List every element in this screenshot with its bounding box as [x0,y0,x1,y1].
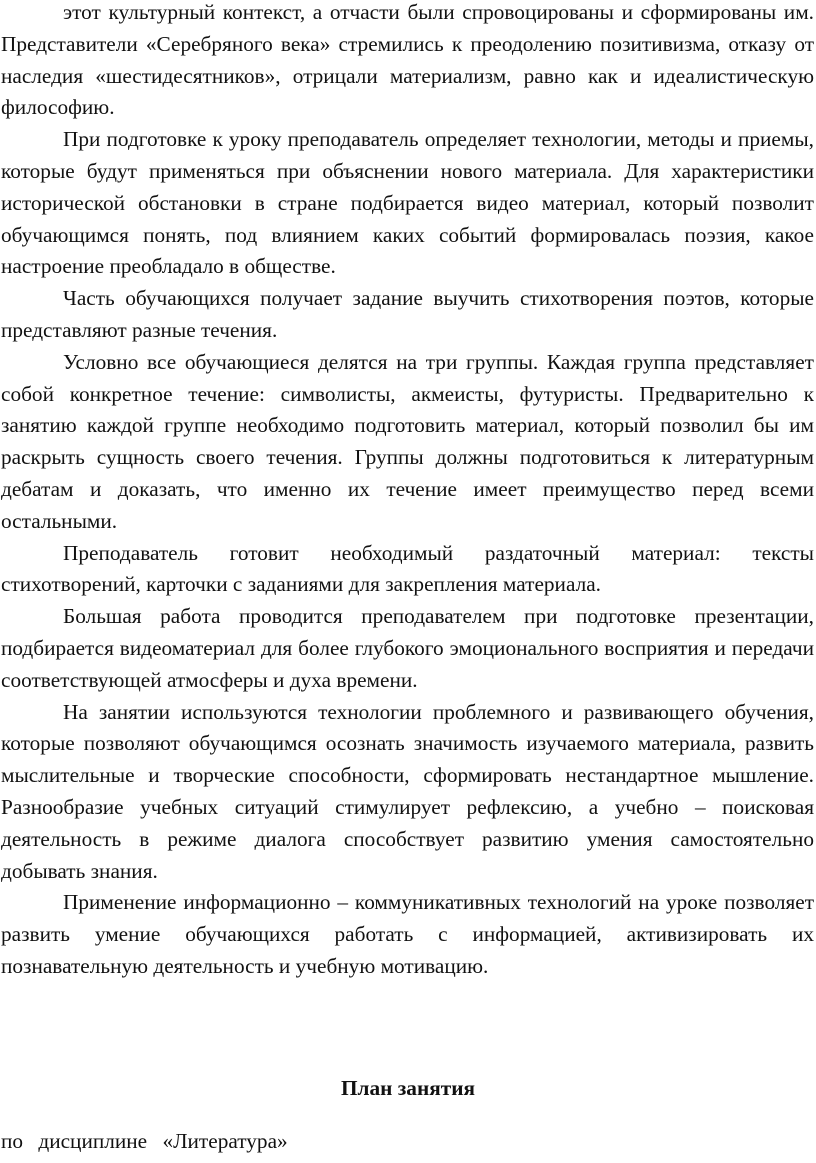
discipline-line: по дисциплине «Литература» [1,1129,288,1153]
paragraph-1: этот культурный контекст, а отчасти были спровоцированы и сформированы им. Представители «Серебряного века» стремились к преодолению позитивизма, отказу от наследия «шестидесятников», отрицали материализм, равно как и идеалистическую философию. [1,0,814,120]
paragraph-5: Преподаватель готовит необходимый раздаточный материал: тексты стихотворений, карточки с заданиями для закрепления материала. [1,540,814,597]
paragraph-6: Большая работа проводится преподавателем при подготовке презентации, подбирается видеоматериал для более глубокого эмоционального восприятия и передачи соответствующей атмосферы и духа времени. [1,604,814,692]
plan-title: План занятия [340,1076,475,1100]
paragraph-8: Применение информационно – коммуникативных технологий на уроке позволяет развить умение обучающихся работать с информацией, активизировать их познавательную деятельность и учебную мотивацию. [1,890,814,978]
paragraph-4: Условно все обучающиеся делятся на три группы. Каждая группа представляет собой конкретное течение: символисты, акмеисты, футуристы. Предварительно к занятию каждой группе необходимо подготовить материал, который позволил бы им раскрыть сущность своего течения. Группы должны подготовиться к литературным дебатам и доказать, что именно их течение имеет преимущество перед всеми остальными. [1,349,814,533]
paragraph-7: На занятии используются технологии проблемного и развивающего обучения, которые позволяют обучающимся осознать значимость изучаемого материала, развить мыслительные и творческие способности, сформировать нестандартное мышление. Разнообразие учебных ситуаций стимулирует рефлексию, а учебно – поисковая деятельность в режиме диалога способствует развитию умения самостоятельно добывать знания. [1,699,814,883]
paragraph-3: Часть обучающихся получает задание выучить стихотворения поэтов, которые представляют разные течения. [1,286,814,342]
paragraph-2: При подготовке к уроку преподаватель определяет технологии, методы и приемы, которые будут применяться при объяснении нового материала. Для характеристики исторической обстановки в стране подбирается видео материал, который позволит обучающимся понять, под влиянием каких событий формировалась поэзия, какое настроение преобладало в обществе. [1,127,814,279]
